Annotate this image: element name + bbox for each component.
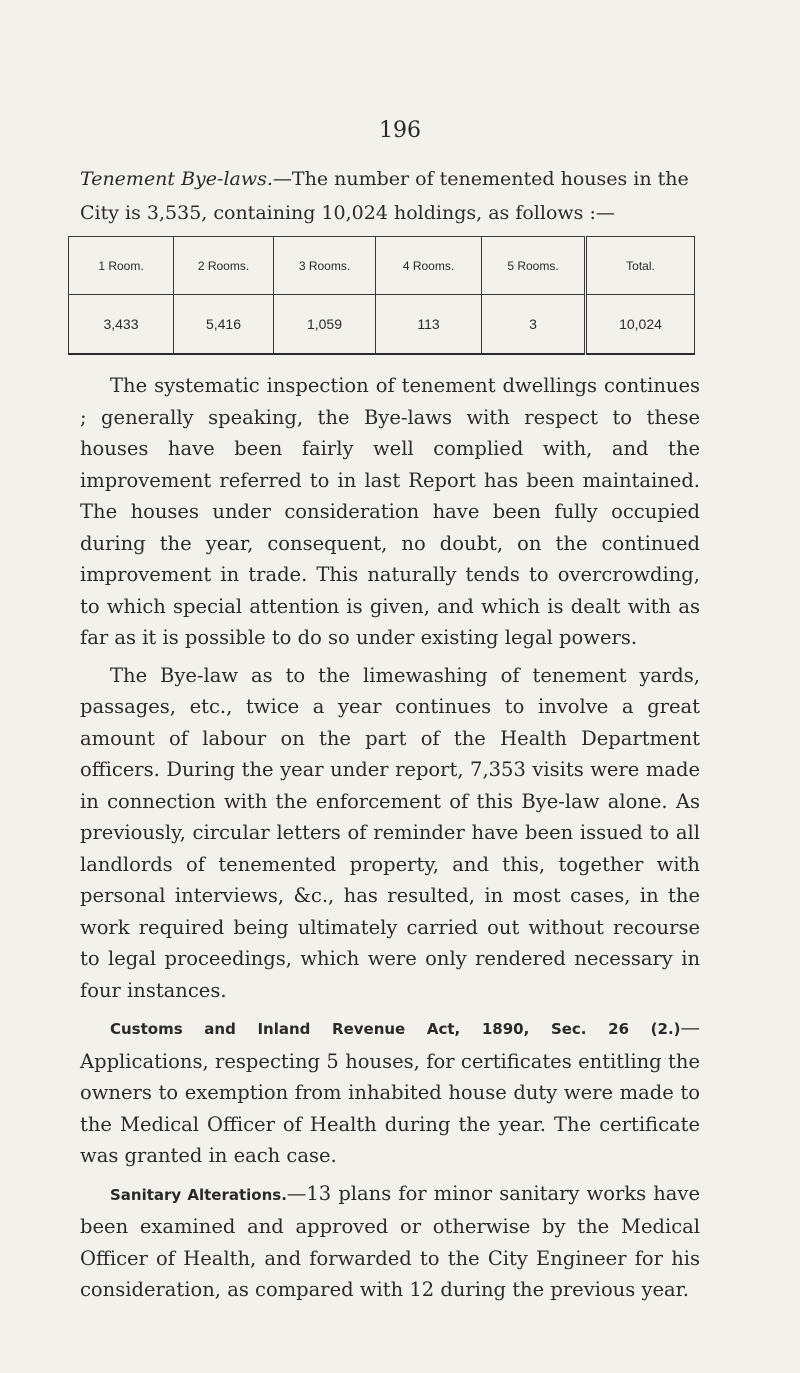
customs-act-text: — Applications, respecting 5 houses, for certificates entitling the owners to exemption from inhabited house duty were made to the Medical Officer of Health during the year. The certificate was granted in each case. (80, 1016, 700, 1167)
value-cell-1-room: 3,433 (69, 295, 174, 355)
header-cell-1-room: 1 Room. (69, 237, 174, 295)
header-cell-total: Total. (586, 237, 695, 295)
value-cell-4-rooms: 113 (376, 295, 482, 355)
intro-text: —The number of tenemented houses in the City is 3,535, containing 10,024 holdings, as follows :— (80, 168, 689, 224)
paragraph-sanitary (80, 1178, 700, 1306)
page-number: 196 (379, 118, 421, 143)
paragraph-limewashing: The Bye-law as to the limewashing of tenement yards, passages, etc., twice a year continues to involve a great amount of labour on the part of the Health Department officers. During the year under report, 7,353 visits were made in connection with the enforcement of this Bye-law alone. As previously, circular letters of reminder have been issued to all landlords of tenemented property, and this, together with personal interviews, &c., has resulted, in most cases, in the work required being ultimately carried out without recourse to legal proceedings, which were only rendered necessary in four instances. (80, 663, 700, 1002)
table-header-row (69, 237, 695, 295)
paragraph-customs (80, 1012, 700, 1172)
header-cell-2-rooms: 2 Rooms. (174, 237, 274, 295)
value-cell-total: 10,024 (586, 295, 695, 355)
intro-paragraph (80, 162, 700, 230)
sanitary-alterations-heading: Sanitary Alterations. (110, 1185, 287, 1204)
header-cell-3-rooms: 3 Rooms. (274, 237, 376, 295)
customs-act-heading: Customs and Inland Revenue Act, 1890, Sec. 26 (2.) (110, 1020, 681, 1038)
body-text (80, 370, 700, 1306)
tenement-byelaws-heading: Tenement Bye-laws. (80, 168, 273, 190)
paragraph-inspection: The systematic inspection of tenement dwellings continues ; generally speaking, the Bye-laws with respect to these houses have been fairly well complied with, and the improvement referred to in last Report has been maintained. The houses under consideration have been fully occupied during the year, consequent, no doubt, on the continued improvement in trade. This naturally tends to overcrowding, to which special attention is given, and which is dealt with as far as it is possible to do so under existing legal powers. (80, 374, 700, 649)
value-cell-5-rooms: 3 (482, 295, 586, 355)
header-cell-4-rooms: 4 Rooms. (376, 237, 482, 295)
sanitary-alterations-text: —13 plans for minor sanitary works have been examined and approved or otherwise by the Medical Officer of Health, and forwarded to the City Engineer for his consideration, as compared with 12 during the previous year. (80, 1181, 700, 1301)
table-row (69, 295, 695, 355)
header-cell-5-rooms: 5 Rooms. (482, 237, 586, 295)
value-cell-2-rooms: 5,416 (174, 295, 274, 355)
value-cell-3-rooms: 1,059 (274, 295, 376, 355)
rooms-table (68, 236, 695, 355)
